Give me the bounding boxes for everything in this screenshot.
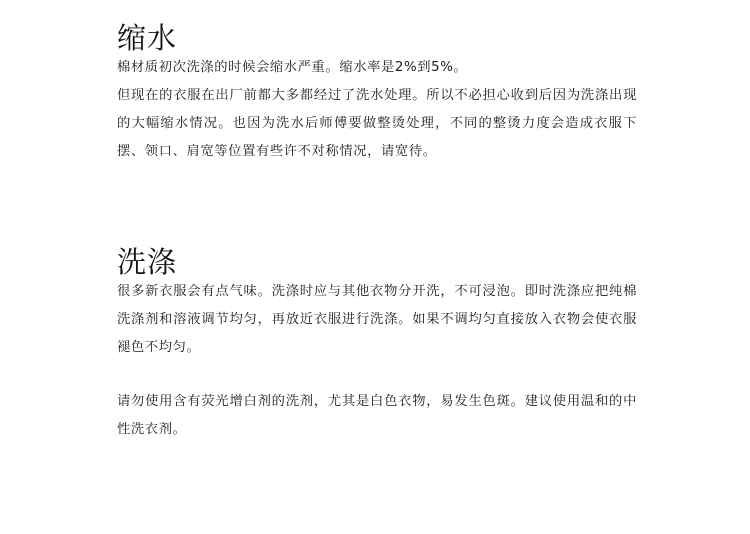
paragraph-spacer [117,362,637,388]
shrinkage-paragraph: 但现在的衣服在出厂前都大多都经过了洗水处理。所以不必担心收到后因为洗涤出现的大幅缩水情况。也因为洗水后师傅要做整烫处理，不同的整烫力度会造成衣服下摆、领口、肩宽等位置有些许不对称情况，请宽待。 [117,88,637,159]
washing-paragraph: 很多新衣服会有点气味。洗涤时应与其他衣物分开洗，不可浸泡。即时洗涤应把纯棉洗涤剂和溶液调节均匀，再放近衣服进行洗涤。如果不调均匀直接放入衣物会使衣服褪色不均匀。 [117,284,637,355]
washing-paragraph: 请勿使用含有荧光增白剂的洗剂，尤其是白色衣物，易发生色斑。建议使用温和的中性洗衣剂。 [117,394,637,437]
washing-heading: 洗涤 [117,245,178,279]
shrinkage-paragraph: 棉材质初次洗涤的时候会缩水严重。缩水率是2%到5%。 [117,60,468,75]
shrinkage-section [117,18,637,166]
washing-section [117,242,637,444]
shrinkage-heading: 缩水 [117,21,178,55]
